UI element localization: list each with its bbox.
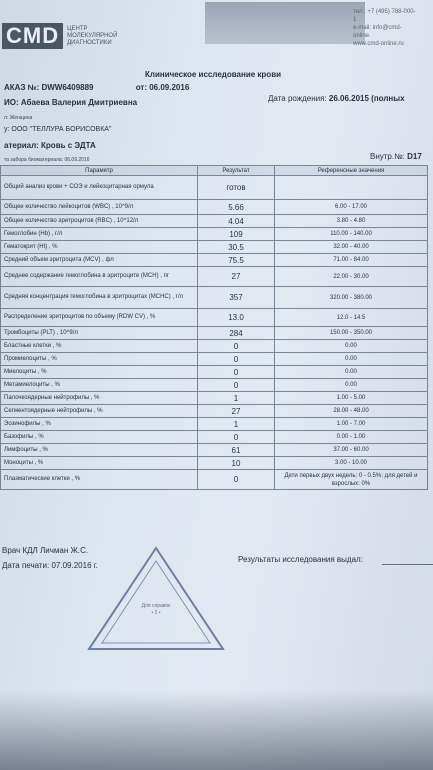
internal-value: D17 xyxy=(407,152,422,161)
parameter-cell: Тромбоциты (PLT) , 10^9/л xyxy=(1,327,198,340)
reference-cell: 110.00 - 140.00 xyxy=(275,228,428,241)
result-cell: 109 xyxy=(198,228,275,241)
parameter-cell: Общее количество лейкоцитов (WBC) , 10^9/л xyxy=(1,200,198,215)
cmd-logo xyxy=(2,22,127,50)
result-cell: 10 xyxy=(198,457,275,470)
result-cell: 13.0 xyxy=(198,309,275,327)
table-row xyxy=(1,200,428,215)
reference-cell: 71.00 - 84.00 xyxy=(275,254,428,267)
order-number: АКАЗ №: DWW6409889 xyxy=(4,83,94,92)
parameter-cell: Миелоциты , % xyxy=(1,366,198,379)
result-cell: готов xyxy=(198,176,275,200)
contact-phone: тел.: +7 (495) 788-000-1 xyxy=(353,9,416,23)
table-row xyxy=(1,392,428,405)
reference-cell: 28.00 - 48.00 xyxy=(275,405,428,418)
table-row xyxy=(1,405,428,418)
stamp-text: Для справок • 2 • xyxy=(141,603,171,616)
doctor-name: Врач КДЛ Личман Ж.С. xyxy=(2,546,89,555)
table-row xyxy=(1,366,428,379)
birth-value: 26.06.2015 (полных xyxy=(328,94,405,103)
collection-date: та забора биоматериала: 06.09.2016 xyxy=(4,157,90,163)
parameter-cell: Распределение эритроцитов по объему (RDW CV) , % xyxy=(1,309,198,327)
reference-cell: 320.00 - 380.00 xyxy=(275,287,428,309)
table-header-row xyxy=(1,166,428,176)
table-row xyxy=(1,267,428,287)
result-cell: 0 xyxy=(198,340,275,353)
table-row xyxy=(1,287,428,309)
column-header-parameter: Параметр xyxy=(1,166,198,176)
reference-cell: 0.00 xyxy=(275,366,428,379)
parameter-cell: Метамиелоциты , % xyxy=(1,379,198,392)
reference-cell: 37.00 - 60.00 xyxy=(275,444,428,457)
clinic-name: у: ООО "ТЕЛЛУРА БОРИСОВКА" xyxy=(4,126,112,133)
reference-cell: 12.0 - 14.5 xyxy=(275,309,428,327)
order-date: от: 06.09.2016 xyxy=(135,83,190,92)
birth-label: Дата рождения: xyxy=(268,94,327,103)
birth-date xyxy=(268,94,405,103)
print-date: Дата печати: 07.09.2016 г. xyxy=(2,561,98,570)
table-row xyxy=(1,418,428,431)
column-header-reference: Референсные значения xyxy=(275,166,428,176)
reference-cell: 32.00 - 40.00 xyxy=(275,241,428,254)
result-cell: 5.66 xyxy=(198,200,275,215)
result-cell: 61 xyxy=(198,444,275,457)
table-row xyxy=(1,353,428,366)
result-cell: 27 xyxy=(198,405,275,418)
reference-cell: 22.00 - 30.00 xyxy=(275,267,428,287)
result-cell: 1 xyxy=(198,392,275,405)
table-row xyxy=(1,241,428,254)
parameter-cell: Среднее содержание гемоглобина в эритроците (MCH) , пг xyxy=(1,267,198,287)
parameter-cell: Общее количество эритроцитов (RBC) , 10^12/л xyxy=(1,215,198,228)
results-table xyxy=(0,165,428,490)
parameter-cell: Плазматические клетки , % xyxy=(1,470,198,490)
results-body xyxy=(1,176,428,490)
table-row xyxy=(1,444,428,457)
patient-sex: л: Женщина xyxy=(4,115,33,121)
reference-cell: 0.00 xyxy=(275,340,428,353)
table-row xyxy=(1,327,428,340)
reference-cell: 0.00 xyxy=(275,353,428,366)
signature-line xyxy=(382,564,433,565)
table-row xyxy=(1,228,428,241)
document-title: Клиническое исследование крови xyxy=(145,70,282,79)
issued-by-label: Результаты исследования выдал: xyxy=(238,555,363,564)
logo-text: CMD xyxy=(2,23,63,49)
table-row xyxy=(1,431,428,444)
reference-cell: 1.00 - 7.00 xyxy=(275,418,428,431)
result-cell: 0 xyxy=(198,431,275,444)
table-row xyxy=(1,254,428,267)
contact-info xyxy=(353,8,417,48)
parameter-cell: Лимфоциты , % xyxy=(1,444,198,457)
result-cell: 0 xyxy=(198,470,275,490)
parameter-cell: Сегментоядерные нейтрофилы , % xyxy=(1,405,198,418)
result-cell: 1 xyxy=(198,418,275,431)
logo-subtitle: ЦЕНТР МОЛЕКУЛЯРНОЙ ДИАГНОСТИКИ xyxy=(67,25,118,46)
parameter-cell: Эозинофилы , % xyxy=(1,418,198,431)
parameter-cell: Палочкоядерные нейтрофилы , % xyxy=(1,392,198,405)
parameter-cell: Базофилы , % xyxy=(1,431,198,444)
reference-cell xyxy=(275,176,428,200)
result-cell: 0 xyxy=(198,379,275,392)
stamp-triangle xyxy=(86,545,226,653)
internal-number xyxy=(370,152,422,161)
table-row xyxy=(1,176,428,200)
result-cell: 75.5 xyxy=(198,254,275,267)
result-cell: 284 xyxy=(198,327,275,340)
patient-name: ИО: Абаева Валерия Дмитриевна xyxy=(4,98,138,107)
reference-cell: 1.00 - 5.00 xyxy=(275,392,428,405)
result-cell: 357 xyxy=(198,287,275,309)
internal-label: Внутр.№: xyxy=(370,152,405,161)
parameter-cell: Средний объем эритроцита (MCV) , фл xyxy=(1,254,198,267)
table-row xyxy=(1,215,428,228)
reference-cell: 0.00 xyxy=(275,379,428,392)
reference-cell: Дети первых двух недель: 0 - 0.5%; для детей и взрослых: 0% xyxy=(275,470,428,490)
table-row xyxy=(1,379,428,392)
contact-website: www.cmd-online.ru xyxy=(353,41,404,47)
result-cell: 4.04 xyxy=(198,215,275,228)
result-cell: 0 xyxy=(198,366,275,379)
parameter-cell: Гематокрит (Ht) , % xyxy=(1,241,198,254)
reference-cell: 150.00 - 350.00 xyxy=(275,327,428,340)
bottom-shadow xyxy=(0,690,433,770)
parameter-cell: Гемоглобин (Hb) , г/л xyxy=(1,228,198,241)
order-line xyxy=(4,83,189,92)
table-row xyxy=(1,340,428,353)
table-row xyxy=(1,470,428,490)
contact-email: e-mail: info@cmd-online. xyxy=(353,25,402,39)
result-cell: 30.5 xyxy=(198,241,275,254)
parameter-cell: Бластные клетки , % xyxy=(1,340,198,353)
building-photo xyxy=(205,2,365,44)
material: атериал: Кровь с ЭДТА xyxy=(4,141,96,150)
reference-cell: 3.00 - 10.00 xyxy=(275,457,428,470)
reference-cell: 3.80 - 4.80 xyxy=(275,215,428,228)
column-header-result: Результат xyxy=(198,166,275,176)
result-cell: 27 xyxy=(198,267,275,287)
result-cell: 0 xyxy=(198,353,275,366)
table-row xyxy=(1,309,428,327)
parameter-cell: Средняя концентрация гемоглобина в эритроцитах (MCHC) , г/л xyxy=(1,287,198,309)
reference-cell: 6.00 - 17.00 xyxy=(275,200,428,215)
parameter-cell: Промиелоциты , % xyxy=(1,353,198,366)
table-row xyxy=(1,457,428,470)
parameter-cell: Общий анализ крови + СОЭ и лейкоцитарная ормула xyxy=(1,176,198,200)
parameter-cell: Моноциты , % xyxy=(1,457,198,470)
reference-cell: 0.00 - 1.00 xyxy=(275,431,428,444)
